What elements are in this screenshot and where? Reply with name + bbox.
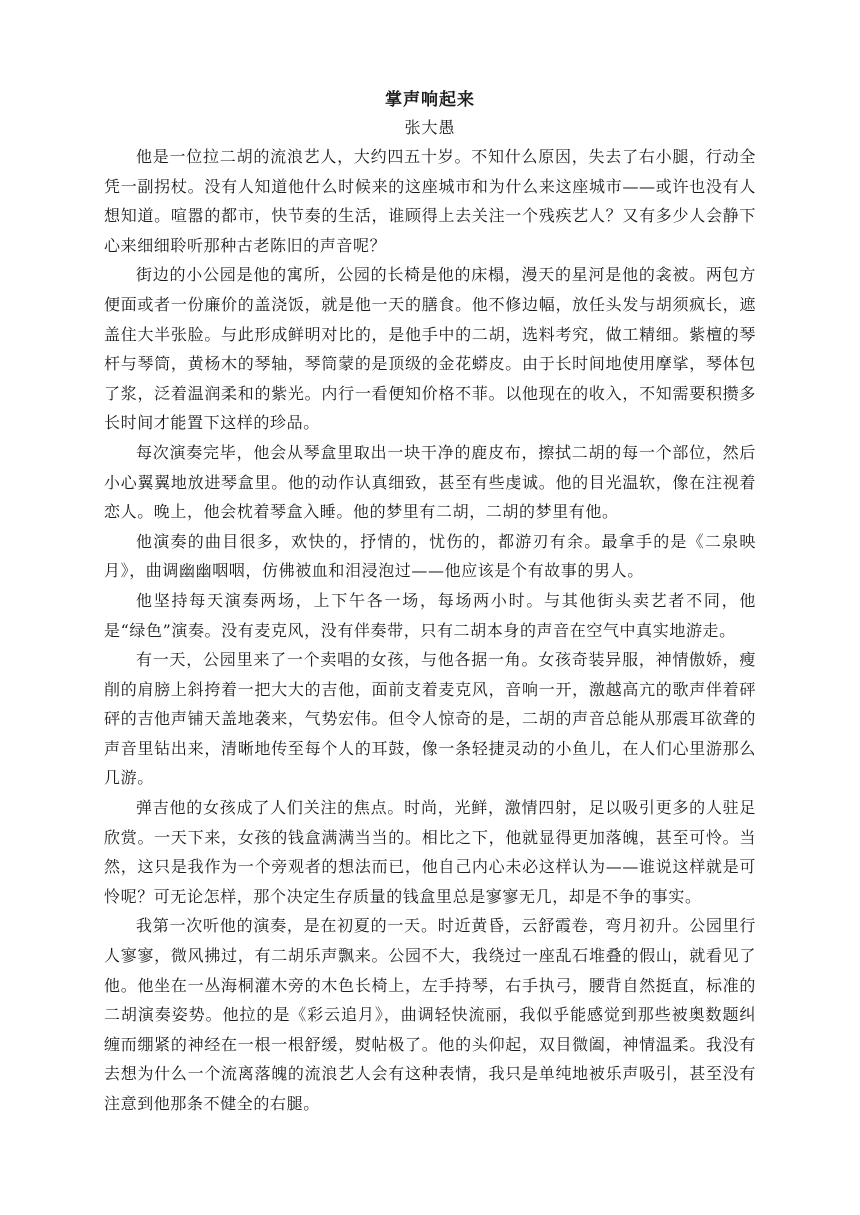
article-author: 张大愚 xyxy=(404,118,456,137)
article xyxy=(104,86,756,1119)
paragraph: 有一天，公园里来了一个卖唱的女孩，与他各据一角。女孩奇装异服，神情傲娇，瘦削的肩膀上斜挎着一把大大的吉他，面前支着麦克风，音响一开，激越高亢的歌声伴着砰砰的吉他声铺天盖地袭来，气势宏伟。但令人惊奇的是，二胡的声音总能从那震耳欲聋的声音里钻出来，清晰地传至每个人的耳鼓，像一条轻捷灵动的小鱼儿，在人们心里游那么几游。 xyxy=(104,650,756,788)
paragraph: 街边的小公园是他的寓所，公园的长椅是他的床榻，漫天的星河是他的衾被。两包方便面或者一份廉价的盖浇饭，就是他一天的膳食。他不修边幅，放任头发与胡须疯长，遮盖住大半张脸。与此形成鲜明对比的，是他手中的二胡，选料考究，做工精细。紫檀的琴杆与琴筒，黄杨木的琴轴，琴筒蒙的是顶级的金花蟒皮。由于长时间地使用摩挲，琴体包了浆，泛着温润柔和的紫光。内行一看便知价格不菲。以他现在的收入，不知需要积攒多长时间才能置下这样的珍品。 xyxy=(104,265,756,433)
paragraph: 他是一位拉二胡的流浪艺人，大约四五十岁。不知什么原因，失去了右小腿，行动全凭一副拐杖。没有人知道他什么时候来的这座城市和为什么来这座城市——或许也没有人想知道。喧嚣的都市，快节奏的生活，谁顾得上去关注一个残疾艺人？又有多少人会静下心来细细聆听那种古老陈旧的声音呢？ xyxy=(104,147,756,255)
article-title: 掌声响起来 xyxy=(385,90,475,110)
paragraph: 他坚持每天演奏两场，上下午各一场，每场两小时。与其他街头卖艺者不同，他是“绿色”演奏。没有麦克风，没有伴奏带，只有二胡本身的声音在空气中真实地游走。 xyxy=(104,590,756,640)
paragraph: 弹吉他的女孩成了人们关注的焦点。时尚，光鲜，激情四射，足以吸引更多的人驻足欣赏。一天下来，女孩的钱盒满满当当的。相比之下，他就显得更加落魄，甚至可怜。当然，这只是我作为一个旁观者的想法而已，他自己内心未必这样认为——谁说这样就是可怜呢？可无论怎样，那个决定生存质量的钱盒里总是寥寥无几，却是不争的事实。 xyxy=(104,798,756,906)
paragraph: 我第一次听他的演奏，是在初夏的一天。时近黄昏，云舒霞卷，弯月初升。公园里行人寥寥，微风拂过，有二胡乐声飘来。公园不大，我绕过一座乱石堆叠的假山，就看见了他。他坐在一丛海桐灌木旁的木色长椅上，左手持琴，右手执弓，腰背自然挺直，标准的二胡演奏姿势。他拉的是《彩云追月》，曲调轻快流丽，我似乎能感觉到那些被奥数题纠缠而绷紧的神经在一根一根舒缓，熨帖极了。他的头仰起，双目微阖，神情温柔。我没有去想为什么一个流离落魄的流浪艺人会有这种表情，我只是单纯地被乐声吸引，甚至没有注意到他那条不健全的右腿。 xyxy=(104,916,756,1113)
article-body xyxy=(104,142,756,1119)
paragraph: 每次演奏完毕，他会从琴盒里取出一块干净的鹿皮布，擦拭二胡的每一个部位，然后小心翼翼地放进琴盒里。他的动作认真细致，甚至有些虔诚。他的目光温软，像在注视着恋人。晚上，他会枕着琴盒入睡。他的梦里有二胡，二胡的梦里有他。 xyxy=(104,442,756,522)
paragraph: 他演奏的曲目很多，欢快的，抒情的，忧伤的，都游刃有余。最拿手的是《二泉映月》，曲调幽幽咽咽，仿佛被血和泪浸泡过——他应该是个有故事的男人。 xyxy=(104,531,756,581)
